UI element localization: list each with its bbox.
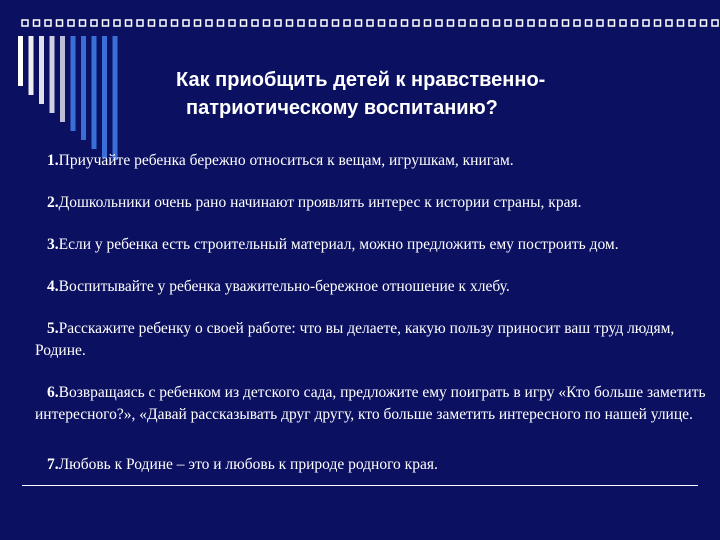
decor-stripe <box>60 36 65 122</box>
decor-square <box>275 20 281 26</box>
item-text: Если у ребенка есть строительный материал, можно предложить ему построить дом. <box>58 236 619 253</box>
decor-square <box>68 20 74 26</box>
decor-square <box>379 20 385 26</box>
decor-square <box>310 20 316 26</box>
decor-stripe <box>39 36 44 104</box>
decor-stripe <box>102 36 107 158</box>
decor-square <box>206 20 212 26</box>
decor-square <box>160 20 166 26</box>
decor-square <box>321 20 327 26</box>
decor-square <box>287 20 293 26</box>
list-item <box>35 454 710 476</box>
decor-square <box>91 20 97 26</box>
decor-square <box>137 20 143 26</box>
decor-square <box>229 20 235 26</box>
decor-square <box>45 20 51 26</box>
decor-square <box>643 20 649 26</box>
decor-square <box>34 20 40 26</box>
decor-square <box>252 20 258 26</box>
decor-square <box>540 20 546 26</box>
title-line-1: Как приобщить детей к нравственно- <box>176 69 546 91</box>
item-number: 4. <box>47 278 59 295</box>
decor-stripe <box>18 36 23 86</box>
list-item <box>35 382 710 426</box>
decor-square <box>183 20 189 26</box>
decor-square <box>22 20 28 26</box>
decor-square <box>482 20 488 26</box>
decor-square <box>459 20 465 26</box>
slide-title <box>140 66 660 122</box>
title-line-2: патриотическому воспитанию? <box>186 97 498 119</box>
decor-square <box>57 20 63 26</box>
decor-square <box>620 20 626 26</box>
tips-list <box>35 150 710 476</box>
decor-square <box>195 20 201 26</box>
item-number: 5. <box>47 320 59 337</box>
decor-square <box>448 20 454 26</box>
decor-square <box>298 20 304 26</box>
decor-square <box>413 20 419 26</box>
decor-square <box>149 20 155 26</box>
list-item <box>35 234 710 256</box>
decor-square <box>126 20 132 26</box>
item-number: 2. <box>47 194 59 211</box>
item-text: Возвращаясь с ребенком из детского сада, предложите ему поиграть в игру «Кто больше заметить интересного?», «Давай рассказывать друг другу, кто больше заметить интересного по нашей улице. <box>35 384 706 423</box>
decor-square <box>103 20 109 26</box>
decor-square <box>678 20 684 26</box>
decor-square <box>114 20 120 26</box>
list-item <box>35 276 710 298</box>
decor-stripe <box>29 36 34 95</box>
decor-square <box>241 20 247 26</box>
decor-square <box>528 20 534 26</box>
item-text: Дошкольники очень рано начинают проявлять интерес к истории страны, края. <box>58 194 582 211</box>
decor-square <box>264 20 270 26</box>
decor-square <box>471 20 477 26</box>
item-text: Любовь к Родине – это и любовь к природе родного края. <box>58 456 438 473</box>
decor-square <box>172 20 178 26</box>
item-text: Приучайте ребенка бережно относиться к вещам, игрушкам, книгам. <box>58 152 514 169</box>
decor-square <box>517 20 523 26</box>
item-number: 3. <box>47 236 59 253</box>
vertical-stripes <box>18 36 118 160</box>
decor-square <box>712 20 718 26</box>
decor-stripe <box>92 36 97 149</box>
item-number: 1. <box>47 152 59 169</box>
divider-line <box>22 485 698 486</box>
decor-square <box>586 20 592 26</box>
decor-square <box>551 20 557 26</box>
top-squares-row <box>22 20 718 26</box>
decor-square <box>218 20 224 26</box>
list-item <box>35 150 710 172</box>
item-text: Воспитывайте у ребенка уважительно-бережное отношение к хлебу. <box>58 278 510 295</box>
decor-square <box>356 20 362 26</box>
decor-square <box>632 20 638 26</box>
decor-square <box>367 20 373 26</box>
decor-square <box>505 20 511 26</box>
decor-square <box>574 20 580 26</box>
decor-square <box>666 20 672 26</box>
item-number: 6. <box>47 384 59 401</box>
decor-stripe <box>81 36 86 140</box>
decor-square <box>597 20 603 26</box>
list-item <box>35 192 710 214</box>
list-item <box>35 318 710 362</box>
decor-square <box>436 20 442 26</box>
decor-square <box>402 20 408 26</box>
decor-stripe <box>50 36 55 113</box>
item-text: Расскажите ребенку о своей работе: что вы делаете, какую пользу приносит ваш труд людям, Родине. <box>35 320 675 359</box>
decor-square <box>655 20 661 26</box>
decor-square <box>563 20 569 26</box>
decor-square <box>494 20 500 26</box>
item-number: 7. <box>47 456 59 473</box>
decor-stripe <box>113 36 118 160</box>
decor-square <box>333 20 339 26</box>
decor-square <box>609 20 615 26</box>
decor-square <box>425 20 431 26</box>
decor-square <box>701 20 707 26</box>
decor-square <box>689 20 695 26</box>
decor-square <box>344 20 350 26</box>
decor-square <box>390 20 396 26</box>
decor-square <box>80 20 86 26</box>
decor-stripe <box>71 36 76 131</box>
